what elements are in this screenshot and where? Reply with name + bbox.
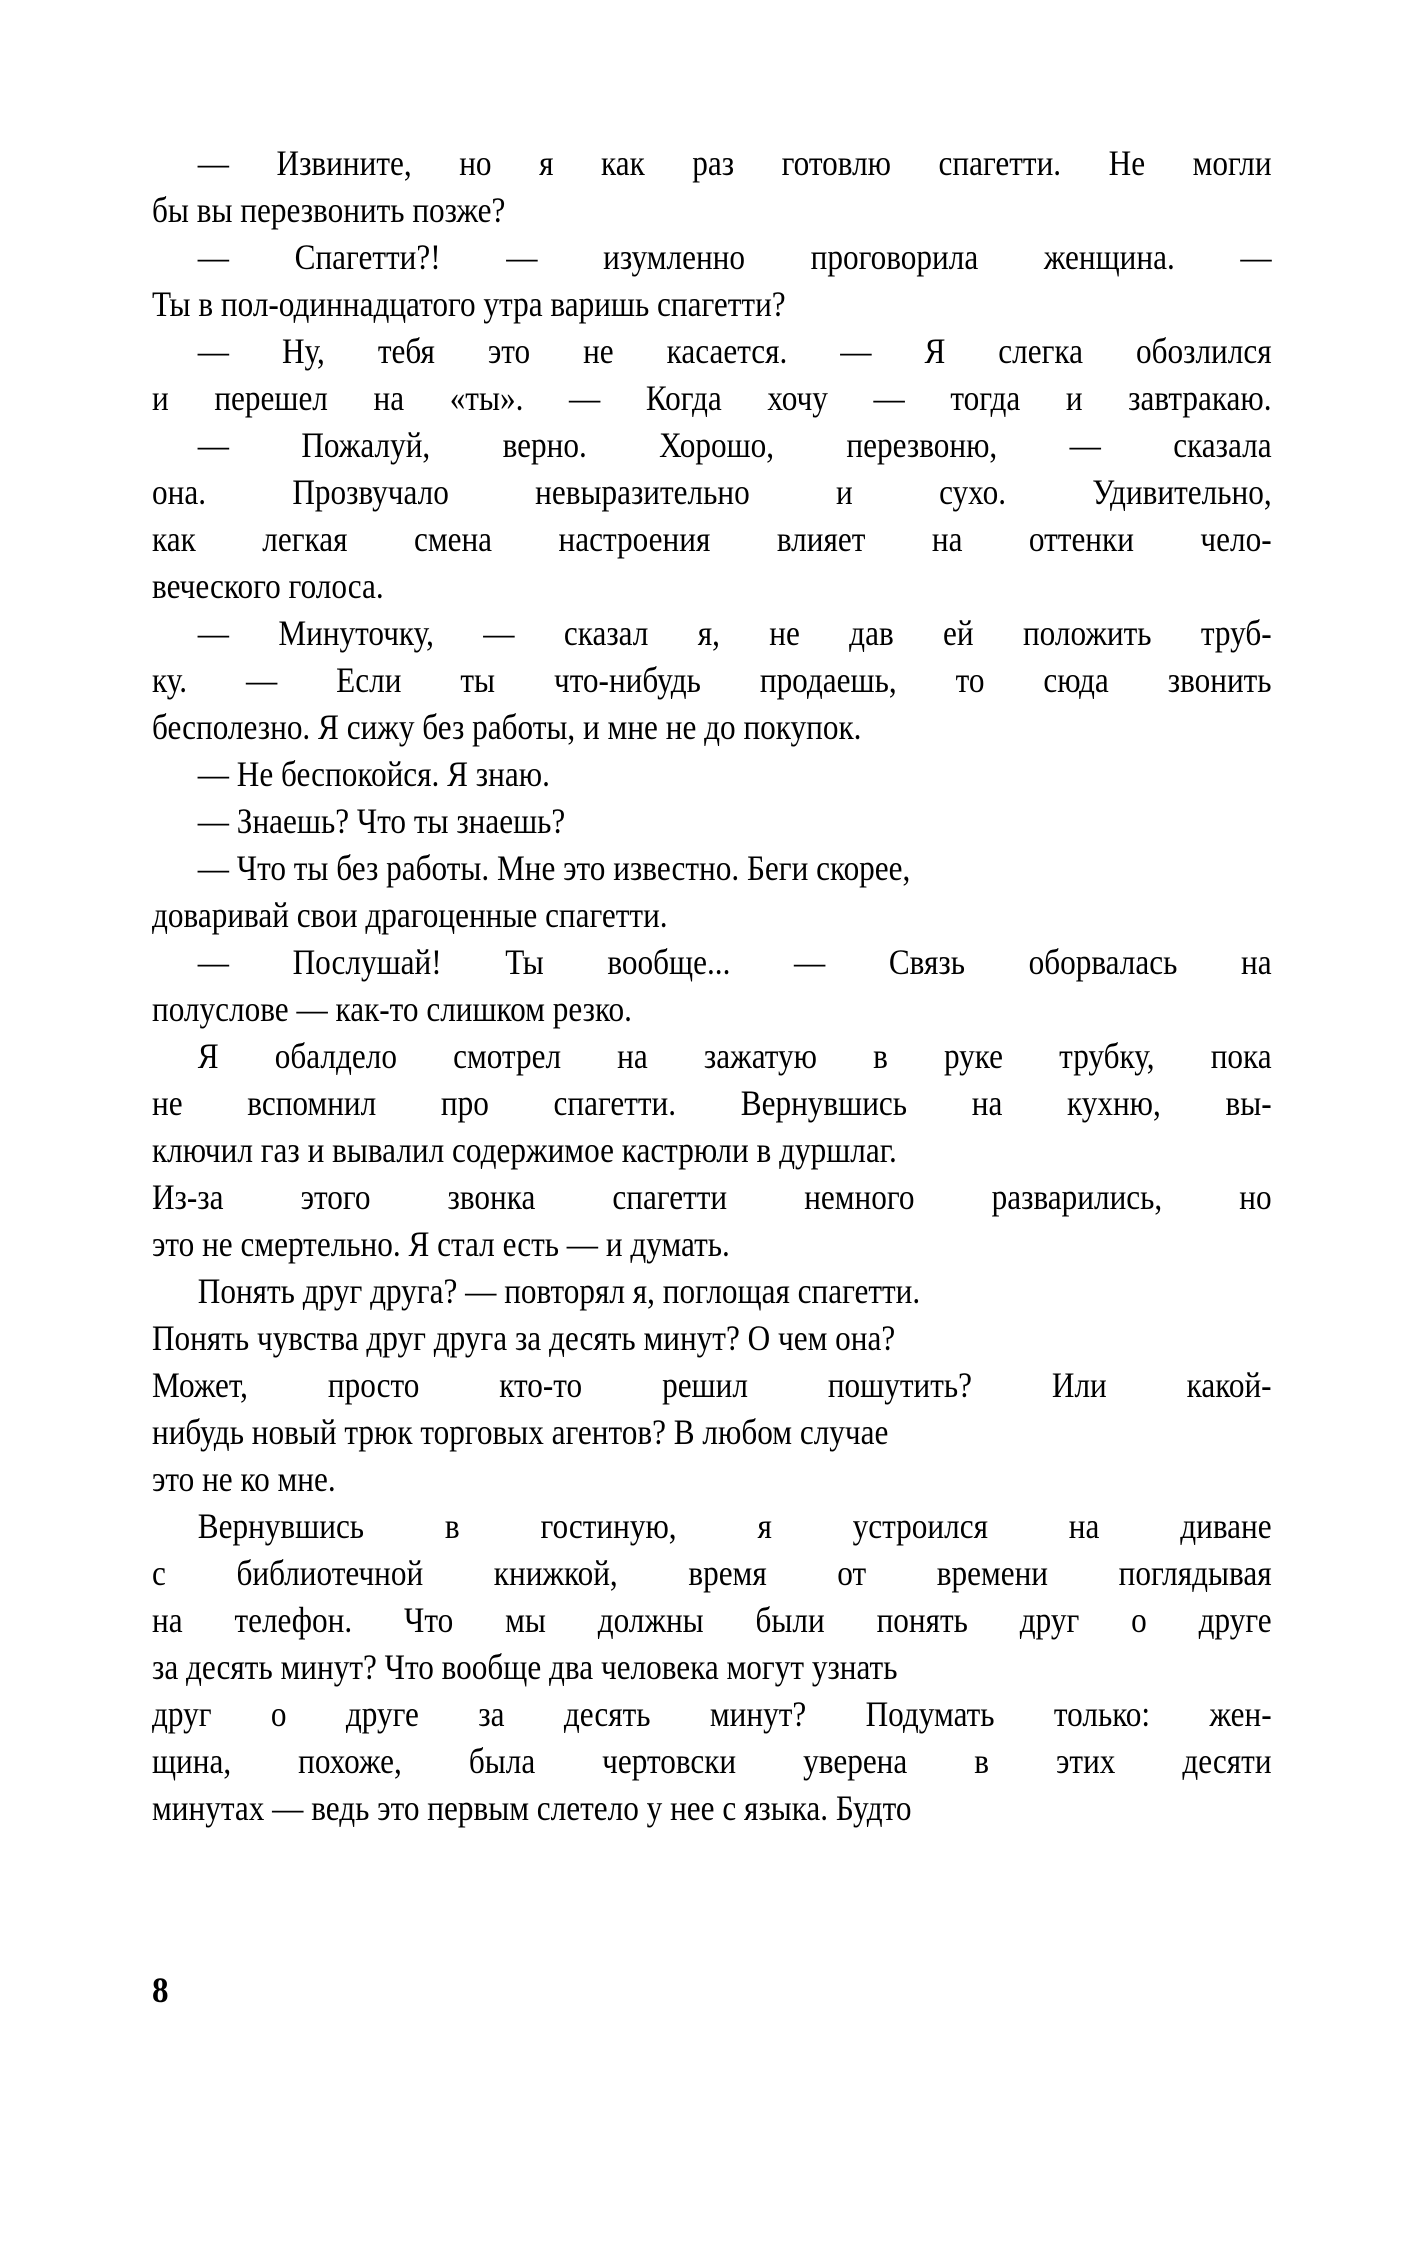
text-word: и [1065,378,1083,418]
text-word: о [270,1694,287,1734]
text-word: продаешь, [759,660,897,700]
text-word: на [971,1083,1003,1123]
text-word: не [152,1083,183,1123]
text-word: спагетти. [938,143,1062,183]
text-word: как [152,519,196,559]
text-word: поглядывая [1118,1553,1272,1593]
text-line [152,516,1272,563]
text-word: не [583,331,614,371]
text-word: в [444,1506,460,1546]
text-line [152,657,1272,704]
text-line: минутах — ведь это первым слетело у нее с языка. Будто [152,1788,912,1828]
text-word: Подумать [865,1694,995,1734]
text-word: я, [697,613,720,653]
text-word: кухню, [1066,1083,1161,1123]
text-word: — [1069,425,1101,465]
text-word: Послушай! [292,942,442,982]
text-word: чело- [1200,519,1272,559]
text-line: Понять друг друга? — повторял я, поглощая спагетти. [197,1271,921,1311]
text-line [152,1080,1272,1127]
text-line [152,1503,1272,1550]
text-word: немного [804,1177,915,1217]
text-word: жен- [1209,1694,1272,1734]
text-word: труб- [1200,613,1272,653]
text-word: дав [849,613,894,653]
text-word: верно. [502,425,587,465]
text-word: вообще... [607,942,731,982]
text-line: это не смертельно. Я стал есть — и думать. [152,1224,730,1264]
text-word: сухо. [939,472,1006,512]
text-word: от [837,1553,867,1593]
text-word: только: [1053,1694,1151,1734]
text-word: спагетти [612,1177,728,1217]
text-word: друг [152,1694,212,1734]
text-word: Хорошо, [659,425,775,465]
text-word: тебя [377,331,435,371]
text-word: друг [1019,1600,1080,1640]
text-word: устроился [852,1506,988,1546]
text-line: бесполезно. Я сижу без работы, и мне не до покупок. [152,707,862,747]
text-word: в [974,1741,990,1781]
text-word: «ты». [449,378,524,418]
text-line: за десять минут? Что вообще два человека могут узнать [152,1647,898,1687]
text-line: доваривай свои драгоценные спагетти. [152,895,668,935]
text-word: Или [1051,1365,1107,1405]
text-word: руке [943,1036,1004,1076]
text-word: то [955,660,985,700]
text-word: я [539,143,554,183]
text-word: пока [1210,1036,1272,1076]
text-word: библиотечной [236,1553,424,1593]
text-line [152,1691,1272,1738]
text-word: — [506,237,538,277]
text-word: ку. [152,660,188,700]
text-word: звонка [447,1177,536,1217]
text-word: звонить [1167,660,1272,700]
text-line: это не ко мне. [152,1459,336,1499]
text-word: на [373,378,405,418]
text-word: — [840,331,872,371]
text-word: Ты [505,942,544,982]
text-word: Ну, [281,331,325,371]
text-word: — [1240,237,1272,277]
text-line [152,234,1272,281]
text-word: Прозвучало [292,472,449,512]
text-word: Минуточку, [278,613,434,653]
text-word: могли [1192,143,1272,183]
text-word: смена [413,519,493,559]
text-word: это [487,331,531,371]
text-word: — [197,942,229,982]
text-word: минут? [709,1694,807,1734]
text-word: время [688,1553,767,1593]
text-word: Если [336,660,402,700]
text-line: — Что ты без работы. Мне это известно. Беги скорее, [197,848,911,888]
page-number: 8 [152,1970,169,2010]
text-word: перешел [214,378,328,418]
text-word: оттенки [1028,519,1134,559]
text-word: мы [505,1600,546,1640]
text-word: вспомнил [247,1083,377,1123]
text-word: за [478,1694,505,1734]
text-word: на [1240,942,1272,982]
text-word: гостиную, [540,1506,677,1546]
text-word: друге [345,1694,419,1734]
text-word: тогда [950,378,1021,418]
text-word: десяти [1182,1741,1272,1781]
text-line [152,375,1272,422]
text-line [152,328,1272,375]
text-word: Вернувшись [197,1506,365,1546]
text-word: решил [662,1365,748,1405]
text-word: уверена [803,1741,908,1781]
text-word: раз [692,143,735,183]
text-word: понять [876,1600,968,1640]
text-word: — [245,660,278,700]
text-word: ты [460,660,496,700]
text-word: перезвоню, [846,425,998,465]
text-word: на [617,1036,648,1076]
text-line [152,1597,1272,1644]
text-word: спагетти. [553,1083,677,1123]
text-word: она. [152,472,207,512]
text-word: готовлю [781,143,892,183]
text-word: Что [404,1600,454,1640]
text-word: сказал [563,613,649,653]
text-word: слегка [998,331,1084,371]
text-word: обалдело [274,1036,397,1076]
text-word: ей [943,613,974,653]
text-word: телефон. [234,1600,353,1640]
text-word: Связь [888,942,965,982]
text-word: зажатую [703,1036,817,1076]
text-word: сказала [1173,425,1272,465]
text-word: Из-за [152,1177,224,1217]
text-word: Удивительно, [1092,472,1272,512]
text-word: о [1131,1600,1147,1640]
text-word: должны [597,1600,704,1640]
text-line [152,1738,1272,1785]
text-line: Понять чувства друг друга за десять минут? О чем она? [152,1318,896,1358]
text-word: — [483,613,515,653]
text-word: Вернувшись [740,1083,908,1123]
text-word: и [152,378,169,418]
text-word: касается. [666,331,788,371]
text-word: сюда [1043,660,1109,700]
text-line: — Не беспокойся. Я знаю. [197,754,550,794]
text-word: невыразительно [535,472,750,512]
text-word: десять [563,1694,651,1734]
text-word: — [197,237,229,277]
text-line [152,1550,1272,1597]
text-word: женщина. [1043,237,1175,277]
text-word: но [459,143,492,183]
text-word: Я [197,1036,219,1076]
text-word: Когда [645,378,722,418]
text-word: разварились, [991,1177,1163,1217]
text-line: веческого голоса. [152,566,384,606]
text-word: я [757,1506,772,1546]
text-word: были [755,1600,825,1640]
text-line [152,939,1272,986]
text-word: влияет [776,519,866,559]
text-word: пошутить? [827,1365,972,1405]
text-word: но [1239,1177,1272,1217]
text-word: изумленно [603,237,746,277]
text-word: этих [1056,1741,1116,1781]
text-word: трубку, [1059,1036,1155,1076]
text-word: на [931,519,963,559]
text-word: друге [1198,1600,1272,1640]
text-line [152,140,1272,187]
text-word: с [152,1553,166,1593]
text-line [152,469,1272,516]
text-word: как [600,143,645,183]
text-word: вы- [1225,1083,1272,1123]
body-text [152,140,1272,1832]
text-word: оборвалась [1028,942,1178,982]
text-word: Не [1108,143,1146,183]
text-word: какой- [1186,1365,1272,1405]
text-word: настроения [558,519,711,559]
text-word: в [873,1036,888,1076]
text-line: бы вы перезвонить позже? [152,190,506,230]
text-word: и [836,472,853,512]
text-word: Я [924,331,946,371]
text-word: была [468,1741,536,1781]
text-word: — [197,613,229,653]
text-line [152,1362,1272,1409]
text-line [152,610,1272,657]
text-line: Ты в пол-одиннадцатого утра варишь спагетти? [152,284,786,324]
text-word: Спагетти?! [294,237,441,277]
text-word: чертовски [602,1741,737,1781]
text-word: — [197,425,229,465]
text-line: — Знаешь? Что ты знаешь? [197,801,566,841]
text-word: Извините, [276,143,412,183]
text-line [152,422,1272,469]
text-word: на [152,1600,183,1640]
text-word: — [794,942,826,982]
text-line [152,1033,1272,1080]
text-word: времени [936,1553,1049,1593]
text-word: — [568,378,601,418]
text-line [152,1174,1272,1221]
text-word: — [197,331,229,371]
text-line: нибудь новый трюк торговых агентов? В любом случае [152,1412,889,1452]
text-word: — [873,378,905,418]
text-word: щина, [152,1741,232,1781]
text-word: что-нибудь [553,660,701,700]
text-line: полуслове — как-то слишком резко. [152,989,632,1029]
text-word: хочу [767,378,828,418]
text-word: просто [327,1365,420,1405]
text-word: смотрел [453,1036,562,1076]
text-word: кто-то [499,1365,583,1405]
text-word: Пожалуй, [301,425,431,465]
text-word: обозлился [1135,331,1272,371]
text-word: на [1068,1506,1100,1546]
text-word: положить [1022,613,1152,653]
text-word: — [197,143,229,183]
text-word: этого [300,1177,371,1217]
text-word: проговорила [810,237,979,277]
text-word: легкая [262,519,348,559]
text-word: диване [1180,1506,1272,1546]
text-word: Может, [152,1365,249,1405]
text-word: книжкой, [493,1553,618,1593]
text-line: ключил газ и вывалил содержимое кастрюли в дуршлаг. [152,1130,897,1170]
text-word: не [769,613,800,653]
text-word: про [440,1083,489,1123]
text-word: завтракаю. [1128,378,1272,418]
text-word: похоже, [298,1741,402,1781]
